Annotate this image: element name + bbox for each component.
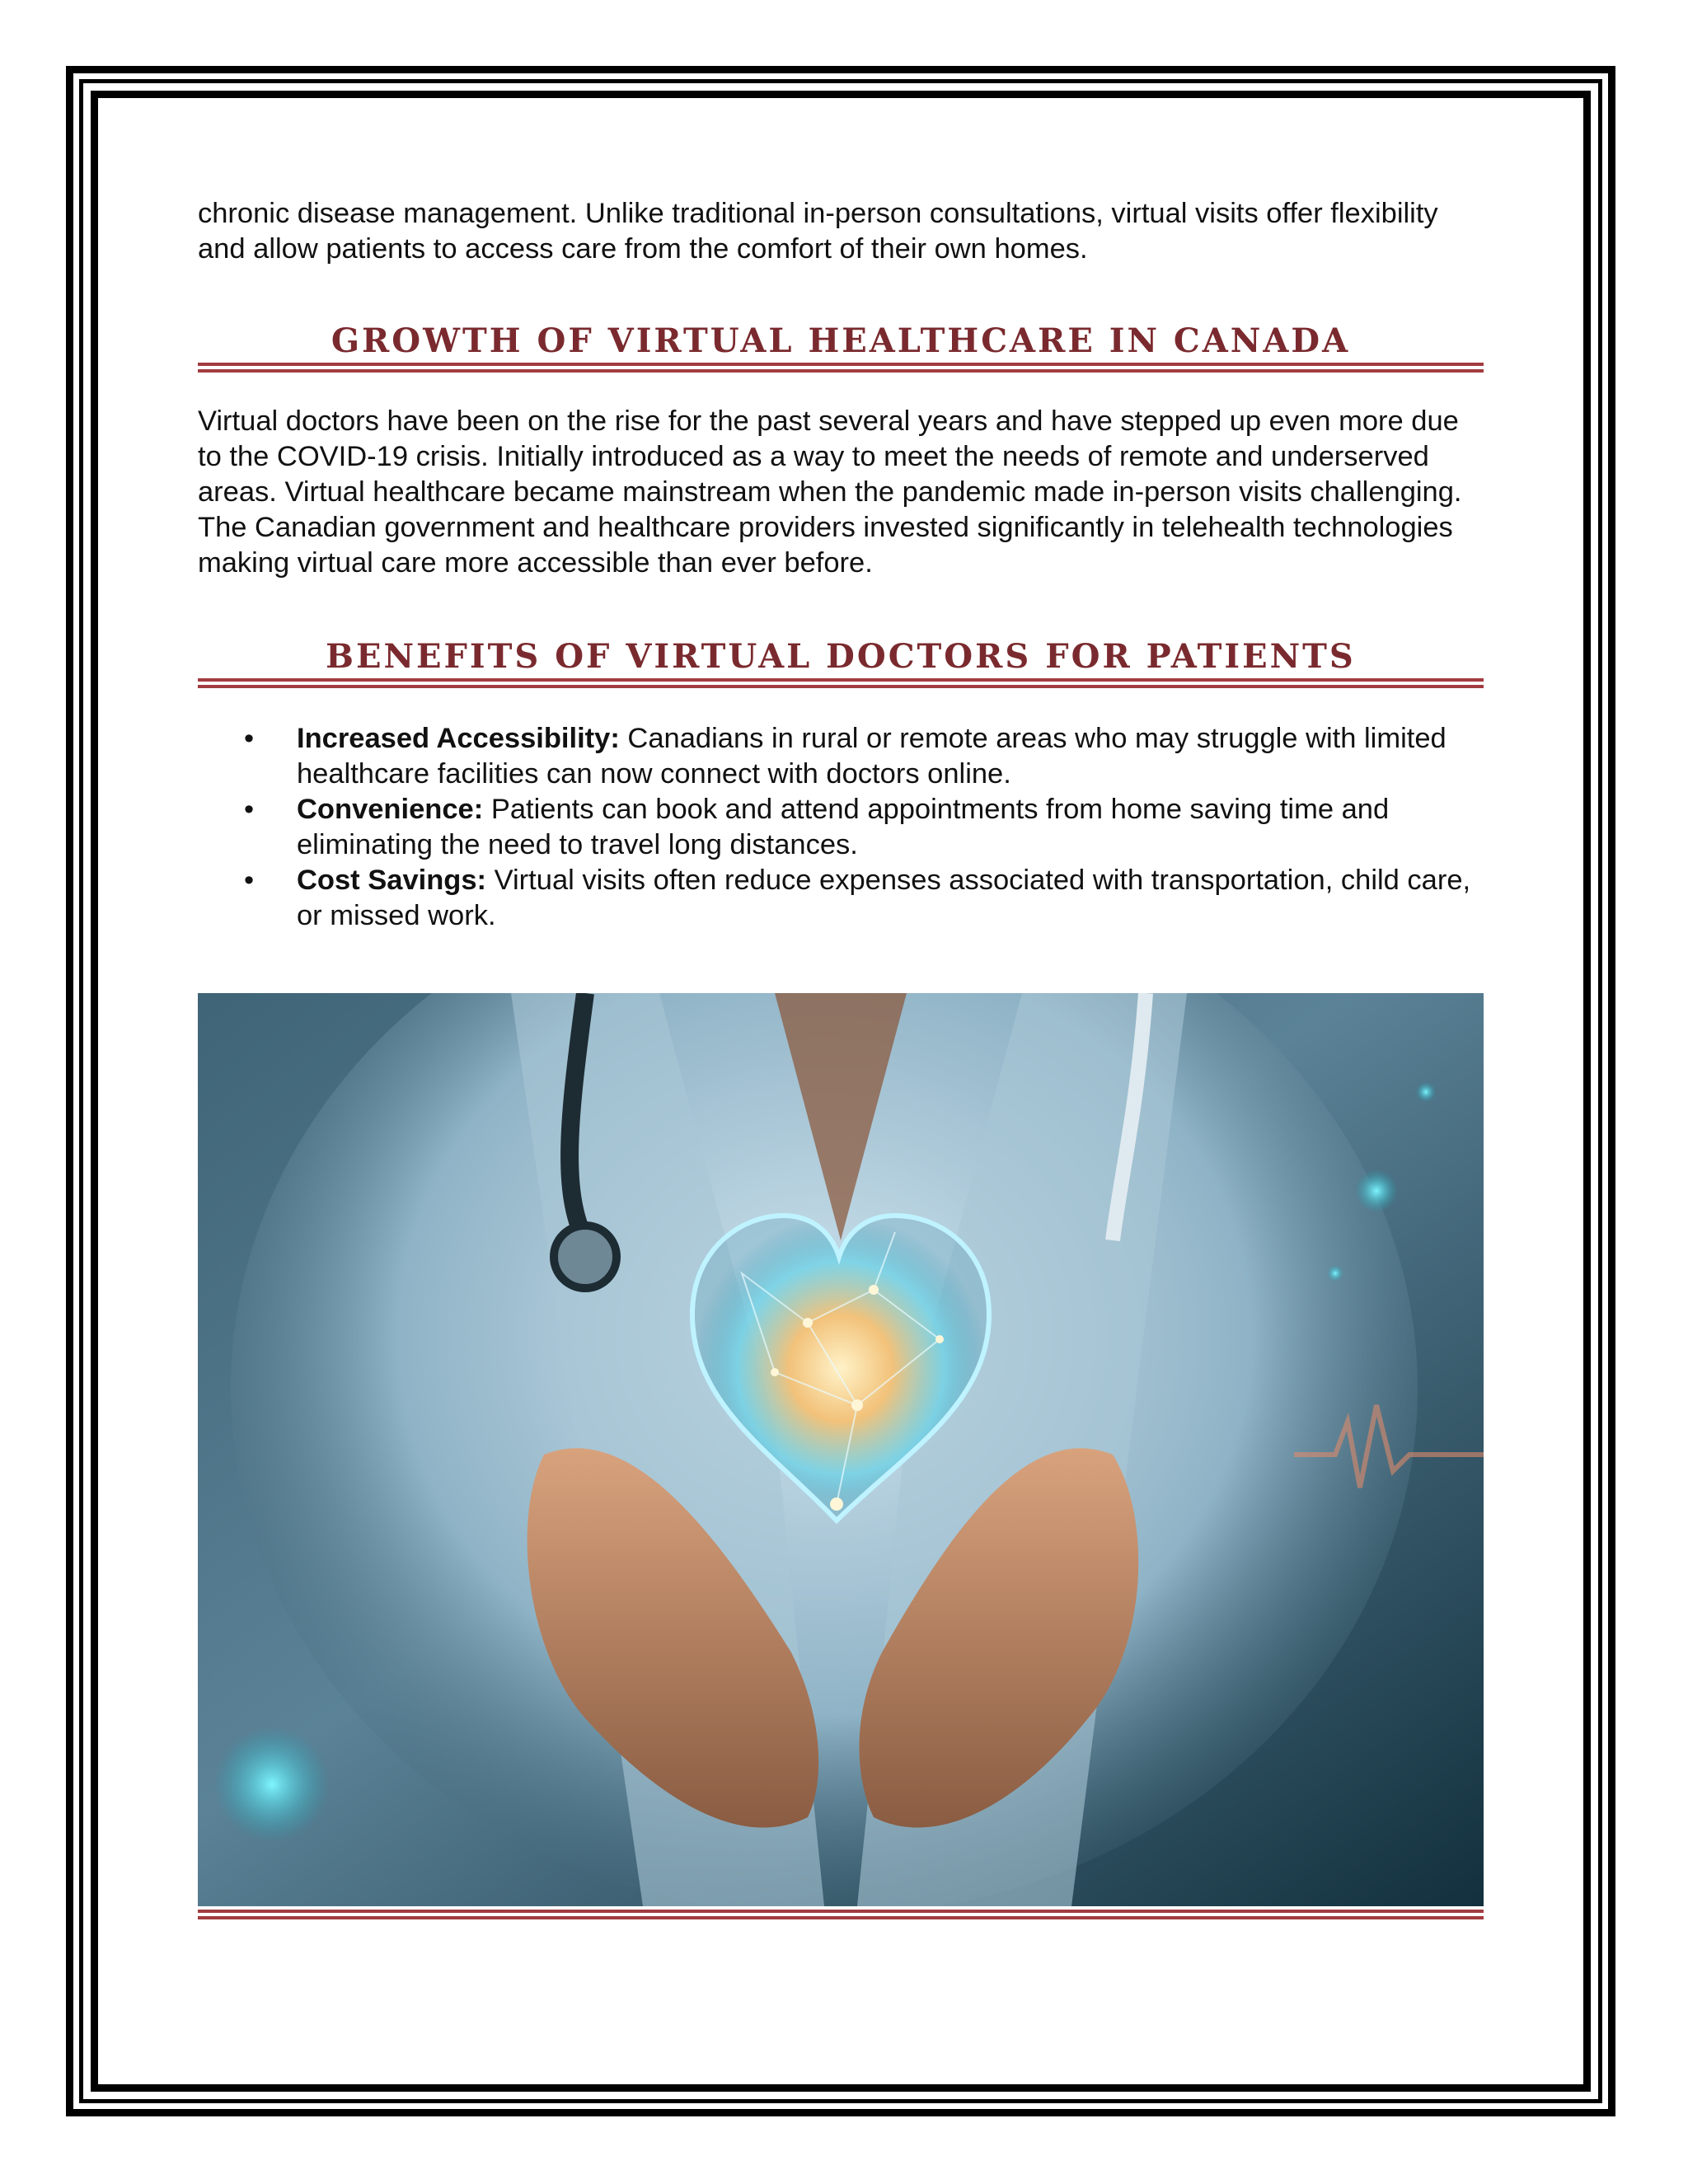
growth-paragraph: Virtual doctors have been on the rise for the past several years and have stepped up even more due to the COVID-19 crisis. Initially introduced as a way to meet the needs of remote and underserved areas. Virtual healthcare became mainstream when the pandemic made in-person visits challenging. The Canadian government and healthcare providers invested significantly in telehealth technologies making virtual care more accessible than ever before. — [198, 405, 1462, 579]
list-item — [198, 792, 1484, 863]
growth-heading-rule — [198, 363, 1484, 373]
bullet-icon: • — [244, 723, 255, 754]
growth-heading: GROWTH OF VIRTUAL HEALTHCARE IN CANADA — [331, 321, 1351, 360]
benefit-title: Increased Accessibility: — [297, 723, 620, 754]
benefit-title: Cost Savings: — [297, 865, 487, 896]
benefit-text: Virtual visits often reduce expenses associated with transportation, child care, or missed work. — [297, 865, 1471, 931]
page-content — [198, 196, 1484, 1919]
benefit-text: Canadians in rural or remote areas who may struggle with limited healthcare facilities can now connect with doctors online. — [297, 723, 1447, 790]
benefits-heading-rule — [198, 678, 1484, 688]
list-item — [198, 863, 1484, 934]
intro-paragraph: chronic disease management. Unlike traditional in-person consultations, virtual visits offer flexibility and allow patients to access care from the comfort of their own homes. — [198, 198, 1438, 265]
benefits-list — [198, 721, 1484, 934]
bullet-icon: • — [244, 794, 255, 825]
doctor-heart-photo — [198, 993, 1484, 1906]
bullet-icon: • — [244, 865, 255, 896]
growth-section — [198, 320, 1484, 581]
benefit-title: Convenience: — [297, 794, 484, 825]
bottom-rule — [198, 1910, 1484, 1919]
benefits-heading: BENEFITS OF VIRTUAL DOCTORS FOR PATIENTS — [326, 637, 1356, 676]
benefit-text: Patients can book and attend appointments from home saving time and eliminating the need to travel long distances. — [297, 794, 1390, 860]
benefits-section — [198, 635, 1484, 934]
list-item — [198, 721, 1484, 792]
